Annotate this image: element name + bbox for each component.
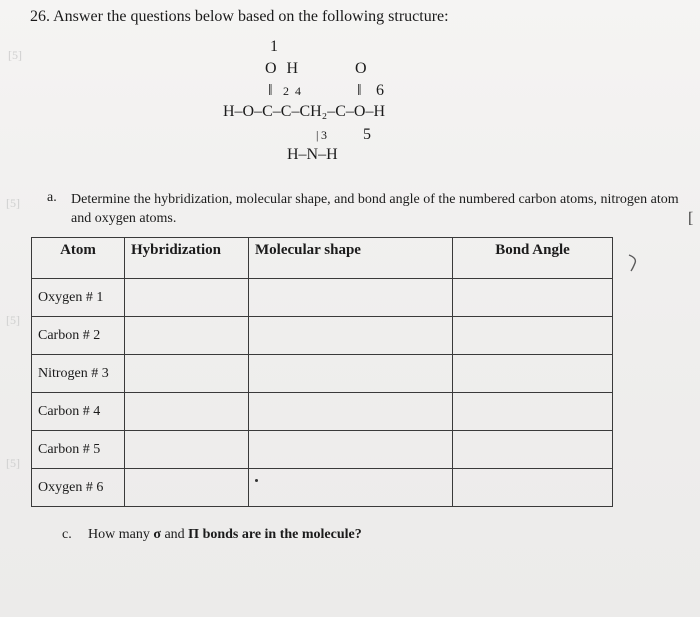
hybridization-cell[interactable] <box>125 393 249 431</box>
margin-bracket: [ <box>688 210 694 227</box>
structure-backbone: H–O–C–C–CH₂–C–O–H <box>223 103 386 120</box>
margin-mark: [5] <box>8 48 22 62</box>
question-text: Answer the questions below based on the following structure: <box>53 8 449 25</box>
structure-nums-2-4: 2 4 <box>283 84 301 98</box>
header-hybridization: Hybridization <box>125 238 249 279</box>
part-a-instructions <box>71 190 679 228</box>
table-header-row <box>32 238 613 279</box>
answer-table <box>31 237 613 507</box>
bond-angle-cell[interactable] <box>453 355 613 393</box>
table-row <box>32 355 613 393</box>
molecular-shape-cell[interactable] <box>249 355 453 393</box>
bond-angle-cell[interactable] <box>453 431 613 469</box>
structure-num-6: 6 <box>376 82 384 99</box>
atom-cell: Oxygen # 1 <box>32 279 125 317</box>
header-bond-angle: Bond Angle <box>453 238 613 279</box>
part-c-question <box>88 527 362 543</box>
molecular-shape-cell[interactable] <box>249 393 453 431</box>
atom-cell: Oxygen # 6 <box>32 469 125 507</box>
margin-mark: [5] <box>6 196 20 210</box>
molecular-shape-cell[interactable] <box>249 431 453 469</box>
part-c-text-post: bonds are in the molecule? <box>199 527 362 542</box>
sigma-symbol: σ <box>153 527 161 542</box>
part-c-text-pre: How many <box>88 527 154 542</box>
bond-angle-cell[interactable] <box>453 469 613 507</box>
part-a-label: a. <box>47 190 57 205</box>
structure-double-bond-right: ‖ <box>357 82 362 99</box>
hybridization-cell[interactable] <box>125 431 249 469</box>
molecular-shape-cell[interactable] <box>249 469 453 507</box>
part-c-text-mid: and <box>160 527 189 542</box>
header-molecular-shape: Molecular shape <box>249 238 453 279</box>
margin-mark: [5] <box>6 456 20 470</box>
atom-cell: Carbon # 4 <box>32 393 125 431</box>
hybridization-cell[interactable] <box>125 279 249 317</box>
pen-stroke-mark <box>626 252 640 274</box>
structure-row1-left: O H <box>265 60 299 77</box>
question-number: 26. <box>30 8 50 25</box>
part-c-label: c. <box>62 527 72 542</box>
table-row <box>32 431 613 469</box>
part-a-line-1: Determine the hybridization, molecular shape, and bond angle of the numbered carbon atoms, nitrogen atom <box>71 192 679 207</box>
table-row <box>32 393 613 431</box>
question-heading <box>30 8 449 26</box>
atom-cell: Nitrogen # 3 <box>32 355 125 393</box>
hybridization-cell[interactable] <box>125 469 249 507</box>
atom-cell: Carbon # 5 <box>32 431 125 469</box>
structure-amine-group: H–N–H <box>287 146 338 163</box>
table-row <box>32 469 613 507</box>
structure-single-bond-down: | <box>316 128 319 142</box>
table-row <box>32 317 613 355</box>
stray-dot-mark <box>255 479 258 482</box>
structure-row1-right: O <box>355 60 367 77</box>
hybridization-cell[interactable] <box>125 355 249 393</box>
atom-cell: Carbon # 2 <box>32 317 125 355</box>
molecular-shape-cell[interactable] <box>249 279 453 317</box>
molecular-shape-cell[interactable] <box>249 317 453 355</box>
structure-num-3: 3 <box>321 128 327 142</box>
bond-angle-cell[interactable] <box>453 279 613 317</box>
margin-mark: [5] <box>6 313 20 327</box>
structure-double-bond-left: ‖ <box>268 82 273 99</box>
part-a-line-2: and oxygen atoms. <box>71 211 177 226</box>
structure-num-1: 1 <box>270 38 278 55</box>
table-row <box>32 279 613 317</box>
pi-symbol: Π <box>188 527 200 542</box>
header-atom: Atom <box>32 238 125 279</box>
bond-angle-cell[interactable] <box>453 393 613 431</box>
bond-angle-cell[interactable] <box>453 317 613 355</box>
hybridization-cell[interactable] <box>125 317 249 355</box>
structure-num-5: 5 <box>363 126 371 143</box>
